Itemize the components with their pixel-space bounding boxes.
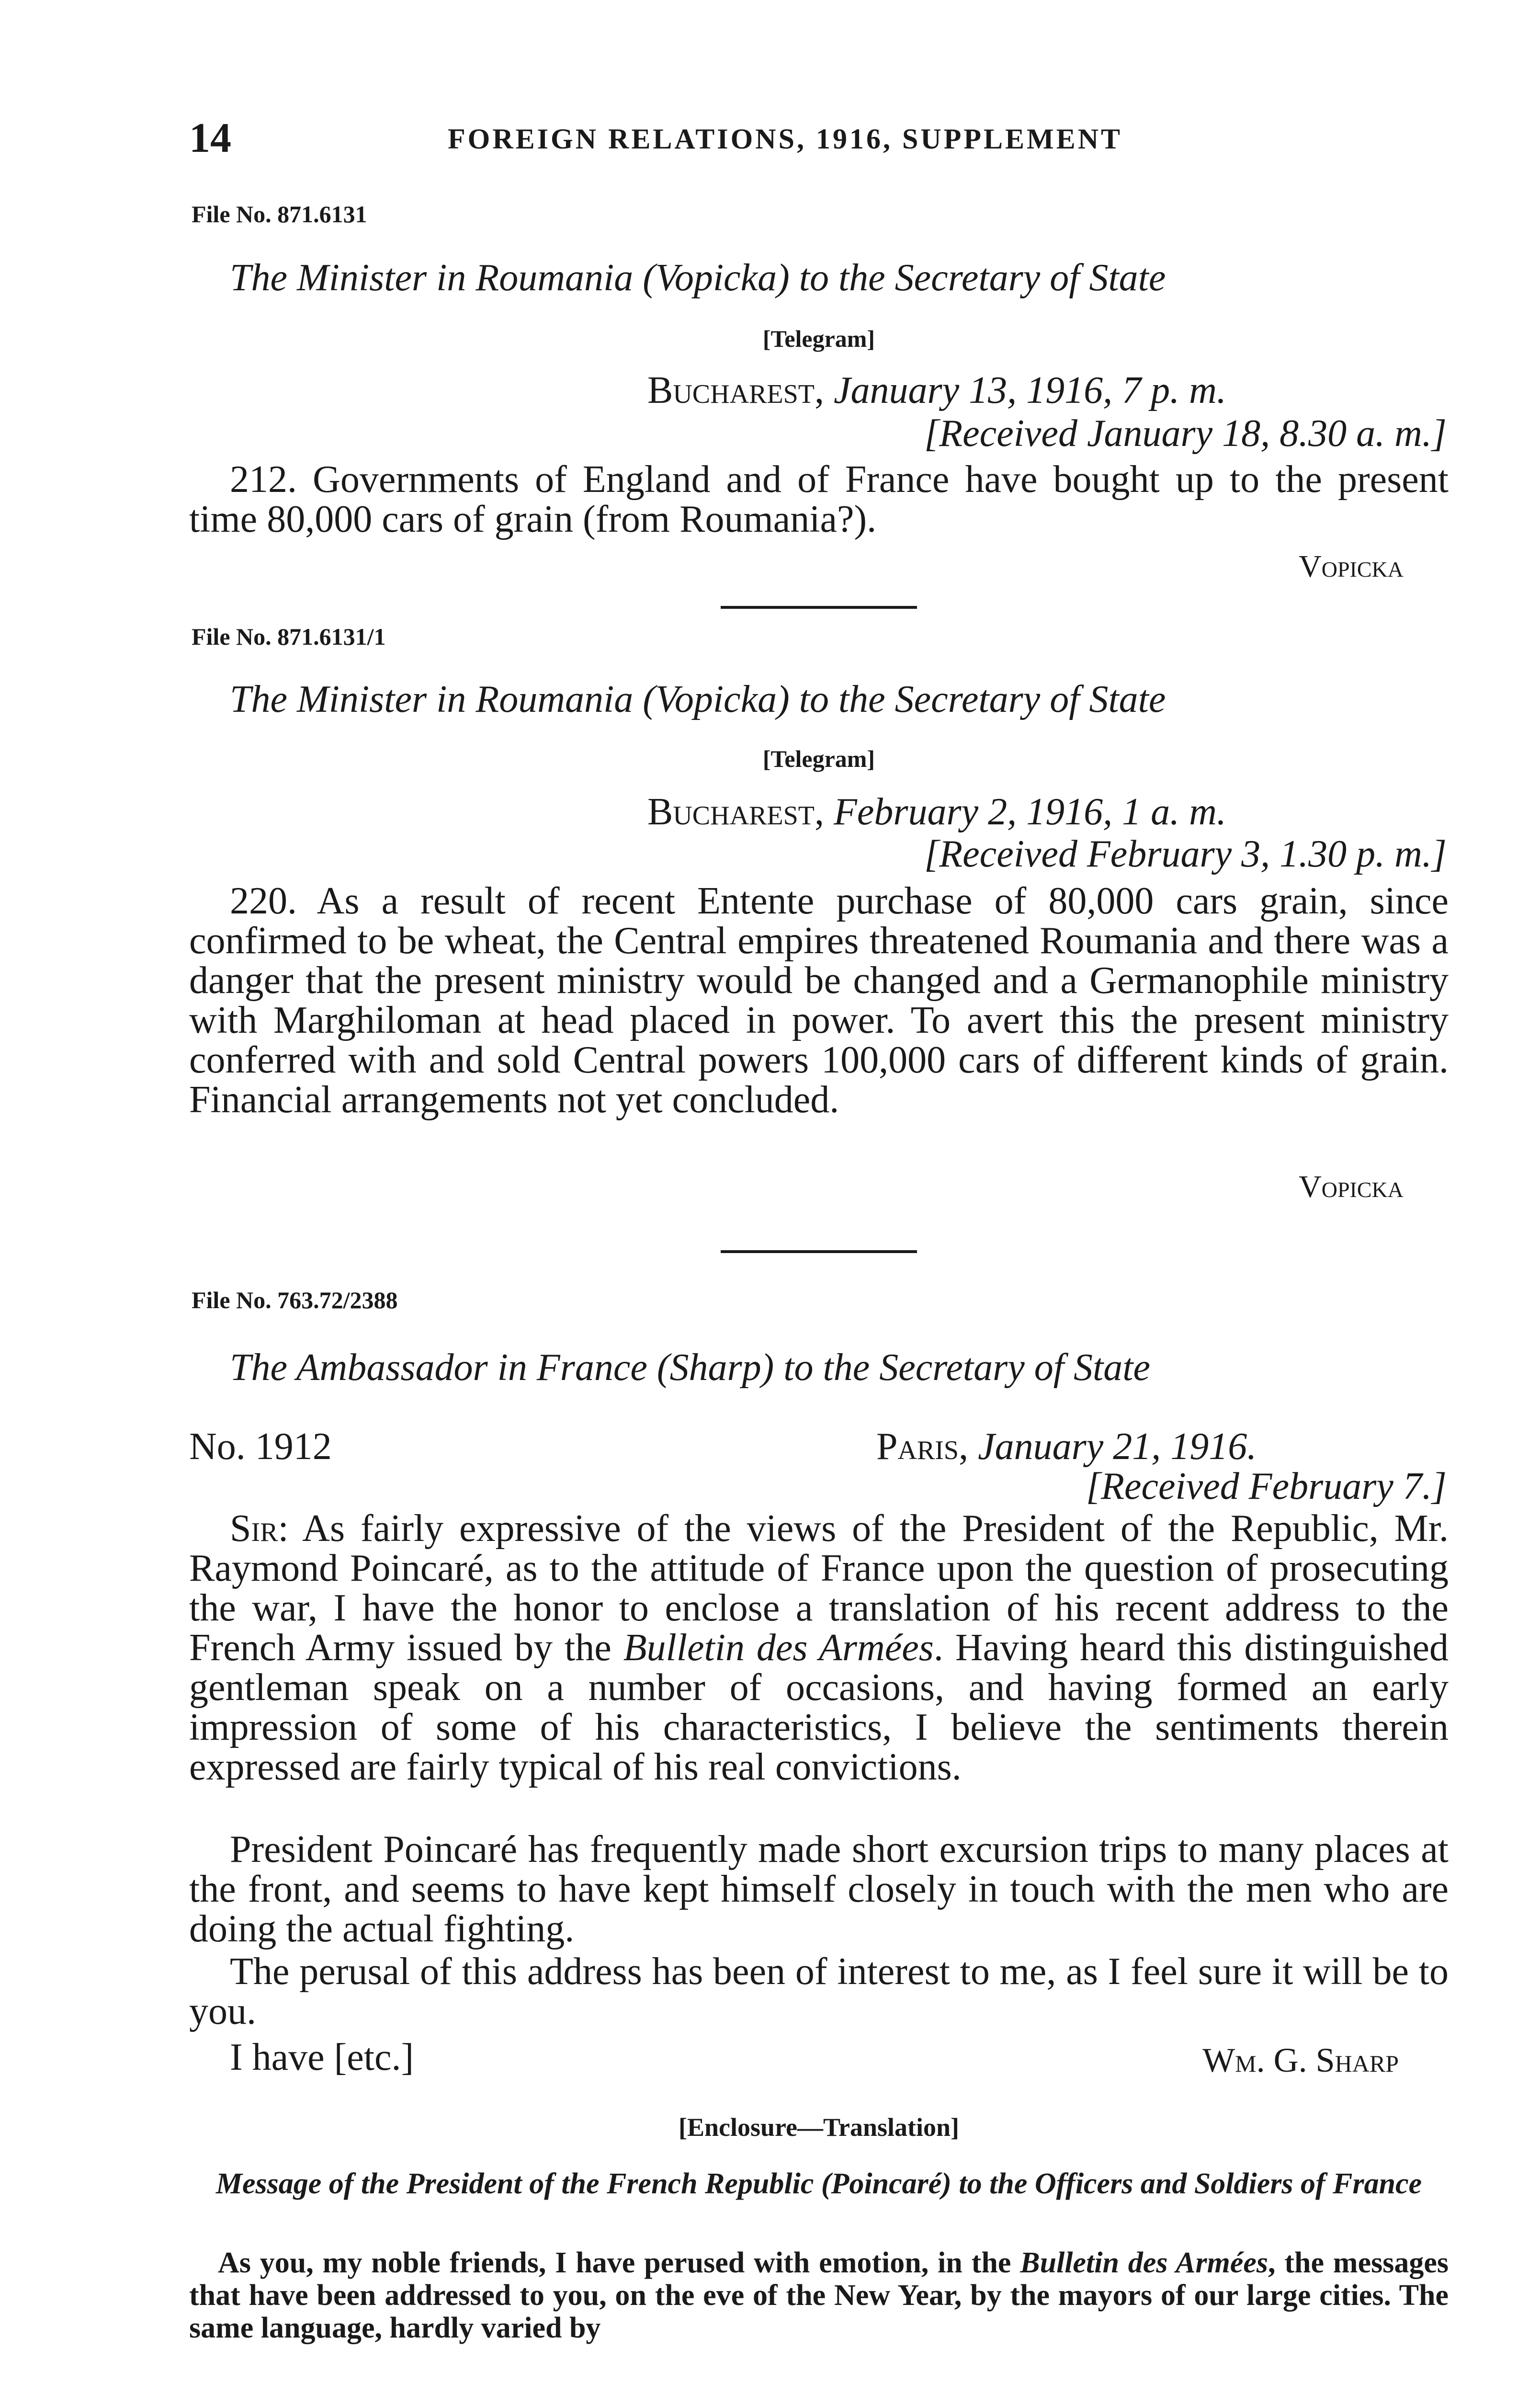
doc3-title: The Ambassador in France (Sharp) to the Secretary of State bbox=[230, 1346, 1150, 1389]
doc3-salutation: Sir: bbox=[230, 1507, 289, 1550]
doc3-publication-title: Bulletin des Armées bbox=[623, 1627, 934, 1669]
doc3-number: No. 1912 bbox=[189, 1426, 332, 1468]
enclosure-tag: [Enclosure—Translation] bbox=[678, 2113, 960, 2142]
doc3-para1-text-a: As fairly expressive of the views of the President of the Republic, Mr. Raymond Poincaré, as to the attitude of France upon the question of prosecuting the war, I have the honor to enclose a translation of his recent address to the French Army issued by the bbox=[189, 1507, 1449, 1669]
doc3-paragraph-3: The perusal of this address has been of interest to me, as I feel sure it will be to you. bbox=[189, 1950, 1449, 2032]
enclosure-text-b: , the messages that have been addressed to you, on the eve of the New Year, by the mayors of our large cities. The same language, hardly varied by bbox=[189, 2247, 1449, 2344]
doc3-closing: I have [etc.] bbox=[230, 2036, 414, 2078]
doc1-tag: [Telegram] bbox=[762, 325, 875, 352]
doc2-signature: Vopicka bbox=[1299, 1169, 1404, 1204]
page-number: 14 bbox=[189, 115, 231, 161]
doc2-received: [Received February 3, 1.30 p. m.] bbox=[924, 833, 1447, 875]
doc2-tag: [Telegram] bbox=[762, 745, 875, 772]
doc3-paragraph-2: President Poincaré has frequently made short excursion trips to many places at the front, and seems to have kept himself closely in touch with the men who are doing the actual fighting. bbox=[189, 1828, 1449, 1950]
doc3-received: [Received February 7.] bbox=[1086, 1465, 1447, 1507]
doc1-body: 212. Governments of England and of France have bought up to the present time 80,000 cars of grain (from Roumania?). bbox=[189, 458, 1449, 540]
doc1-received: [Received January 18, 8.30 a. m.] bbox=[924, 412, 1447, 455]
doc3-place: Paris, bbox=[876, 1426, 969, 1468]
enclosure-title: Message of the President of the French Republic (Poincaré) to the Officers and Soldiers of France bbox=[215, 2167, 1422, 2200]
doc1-signature: Vopicka bbox=[1299, 549, 1404, 584]
doc3-dateline bbox=[876, 1425, 1257, 1469]
doc3-file-number: File No. 763.72/2388 bbox=[192, 1287, 398, 1313]
doc2-title: The Minister in Roumania (Vopicka) to the Secretary of State bbox=[230, 678, 1166, 720]
doc1-date: January 13, 1916, 7 p. m. bbox=[833, 369, 1226, 411]
doc3-date: January 21, 1916. bbox=[978, 1426, 1257, 1468]
doc3-paragraph-1 bbox=[189, 1509, 1449, 1787]
doc3-signature: Wm. G. Sharp bbox=[1202, 2041, 1399, 2079]
doc2-dateline bbox=[647, 790, 1226, 834]
doc2-date: February 2, 1916, 1 a. m. bbox=[833, 791, 1226, 833]
doc2-place: Bucharest, bbox=[647, 791, 824, 833]
doc3-para1-text-b: . Having heard this distinguished gentleman speak on a number of occasions, and having formed an early impression of some of his characteristics, I believe the sentiments therein expressed are fairly typical of his real convictions. bbox=[189, 1627, 1449, 1788]
doc1-title: The Minister in Roumania (Vopicka) to the Secretary of State bbox=[230, 257, 1166, 299]
enclosure-body bbox=[189, 2247, 1449, 2344]
enclosure-text-a: As you, my noble friends, I have perused with emotion, in the bbox=[218, 2247, 1011, 2279]
separator-rule bbox=[721, 1250, 917, 1253]
separator-rule bbox=[721, 606, 917, 609]
doc1-file-number: File No. 871.6131 bbox=[192, 201, 367, 228]
doc2-body: 220. As a result of recent Entente purchase of 80,000 cars grain, since confirmed to be wheat, the Central empires threatened Roumania and there was a danger that the present ministry would be changed and a Germanophile ministry with Marghiloman at head placed in power. To avert this the present ministry conferred with and sold Central powers 100,000 cars of different kinds of grain. Financial arrangements not yet concluded. bbox=[189, 880, 1449, 1121]
enclosure-publication-title: Bulletin des Armées bbox=[1020, 2247, 1268, 2279]
doc1-place: Bucharest, bbox=[647, 369, 824, 411]
page-header bbox=[189, 114, 1449, 167]
doc2-file-number: File No. 871.6131/1 bbox=[192, 623, 386, 650]
doc1-dateline bbox=[647, 369, 1226, 412]
running-head: FOREIGN RELATIONS, 1916, SUPPLEMENT bbox=[448, 123, 1123, 155]
